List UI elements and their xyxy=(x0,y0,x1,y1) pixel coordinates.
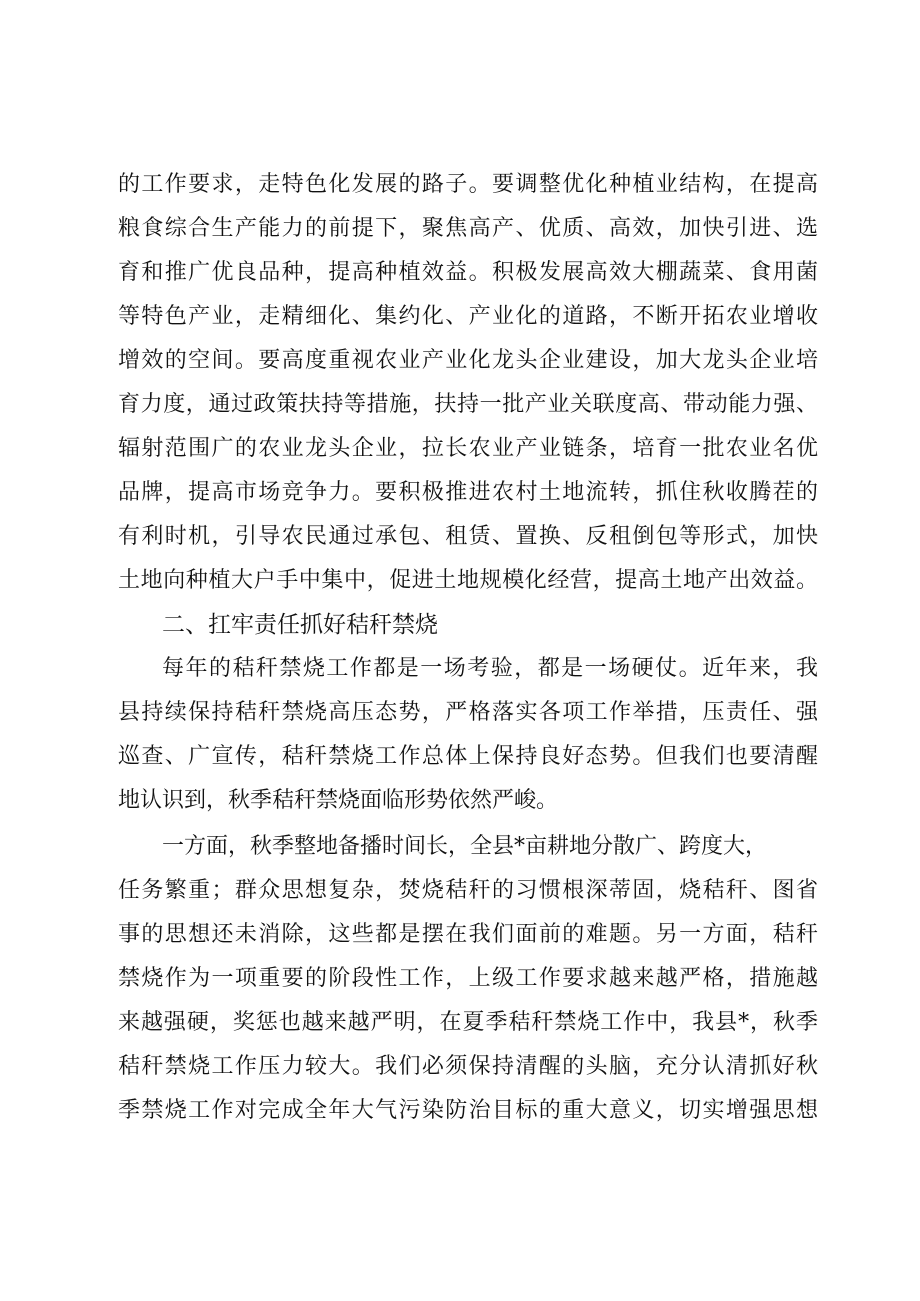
paragraph-1-line-7: 辐射范围广的农业龙头企业，拉长农业产业链条，培育一批农业名优 xyxy=(118,436,818,461)
paragraph-1-line-2: 粮食综合生产能力的前提下，聚焦高产、优质、高效，加快引进、选 xyxy=(118,216,818,241)
paragraph-1-line-4: 等特色产业，走精细化、集约化、产业化的道路，不断开拓农业增收 xyxy=(118,304,818,329)
paragraph-1-line-8: 品牌，提高市场竞争力。要积极推进农村土地流转，抓住秋收腾茬的 xyxy=(118,480,818,505)
section-heading: 二、扛牢责任抓好秸秆禁烧 xyxy=(162,612,438,638)
paragraph-1-line-10: 土地向种植大户手中集中，促进土地规模化经营，提高土地产出效益。 xyxy=(118,568,818,593)
paragraph-2-line-4: 地认识到，秋季秸秆禁烧面临形势依然严峻。 xyxy=(118,788,559,813)
paragraph-1-line-1: 的工作要求，走特色化发展的路子。要调整优化种植业结构，在提高 xyxy=(118,172,818,197)
paragraph-1-line-6: 育力度，通过政策扶持等措施，扶持一批产业关联度高、带动能力强、 xyxy=(118,392,818,417)
paragraph-3-line-6: 秸秆禁烧工作压力较大。我们必须保持清醒的头脑，充分认清抓好秋 xyxy=(118,1054,818,1079)
paragraph-3-line-1: 一方面，秋季整地备播时间长，全县*亩耕地分散广、跨度大， xyxy=(162,834,768,859)
paragraph-1-line-3: 育和推广优良品种，提高种植效益。积极发展高效大棚蔬菜、食用菌 xyxy=(118,260,818,285)
paragraph-1-line-9: 有利时机，引导农民通过承包、租赁、置换、反租倒包等形式，加快 xyxy=(118,524,818,549)
paragraph-3-line-7: 季禁烧工作对完成全年大气污染防治目标的重大意义，切实增强思想 xyxy=(118,1098,818,1123)
paragraph-3-line-3: 事的思想还未消除，这些都是摆在我们面前的难题。另一方面，秸秆 xyxy=(118,922,818,947)
paragraph-1-line-5: 增效的空间。要高度重视农业产业化龙头企业建设，加大龙头企业培 xyxy=(118,348,818,373)
paragraph-2-line-1: 每年的秸秆禁烧工作都是一场考验，都是一场硬仗。近年来，我 xyxy=(162,656,818,681)
paragraph-3-line-5: 来越强硬，奖惩也越来越严明，在夏季秸秆禁烧工作中，我县*，秋季 xyxy=(118,1010,818,1035)
paragraph-2-line-2: 县持续保持秸秆禁烧高压态势，严格落实各项工作举措，压责任、强 xyxy=(118,700,818,725)
paragraph-3-line-4: 禁烧作为一项重要的阶段性工作，上级工作要求越来越严格，措施越 xyxy=(118,966,818,991)
paragraph-3-line-2: 任务繁重；群众思想复杂，焚烧秸秆的习惯根深蒂固，烧秸秆、图省 xyxy=(118,878,818,903)
paragraph-2-line-3: 巡查、广宣传，秸秆禁烧工作总体上保持良好态势。但我们也要清醒 xyxy=(118,744,818,769)
